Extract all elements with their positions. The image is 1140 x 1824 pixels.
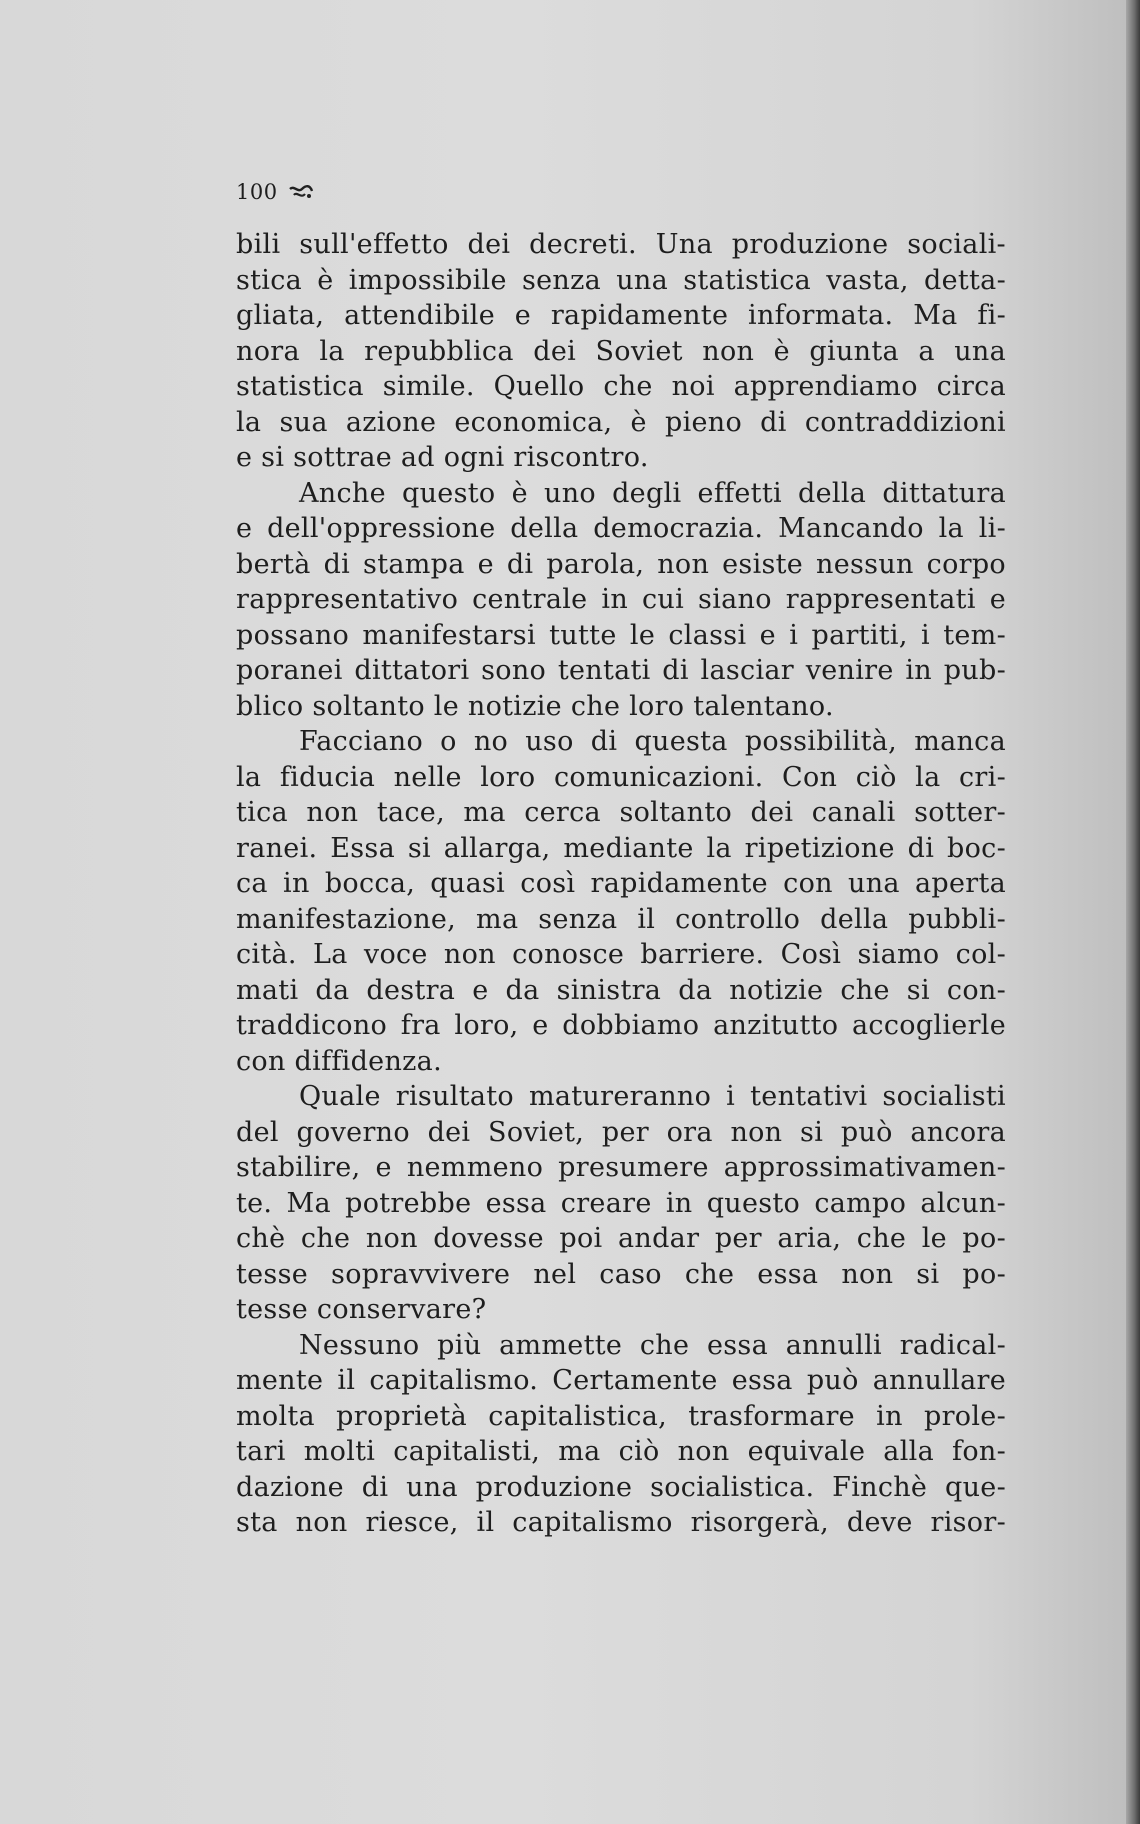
text-line: mente il capitalismo. Certamente essa può annullare bbox=[236, 1365, 1006, 1396]
text-line: tari molti capitalisti, ma ciò non equivale alla fon- bbox=[236, 1436, 1006, 1467]
text-line: cità. La voce non conosce barriere. Così siamo col- bbox=[236, 939, 1006, 970]
text-line: sta non riesce, il capitalismo risorgerà, deve risor- bbox=[236, 1507, 1006, 1538]
text-line: gliata, attendibile e rapidamente informata. Ma fi- bbox=[236, 300, 1006, 331]
text-line: con diffidenza. bbox=[236, 1045, 442, 1077]
text-line: traddicono fra loro, e dobbiamo anzitutto accoglierle bbox=[236, 1010, 1006, 1041]
paragraph bbox=[236, 1328, 1006, 1541]
paragraph bbox=[236, 1079, 1006, 1328]
text-line: del governo dei Soviet, per ora non si può ancora bbox=[236, 1116, 1006, 1148]
text-line: te. Ma potrebbe essa creare in questo campo alcun- bbox=[236, 1187, 1006, 1219]
page-edge-shadow bbox=[1126, 0, 1140, 1824]
text-line: stica è impossibile senza una statistica vasta, detta- bbox=[236, 264, 1006, 296]
text-line: la fiducia nelle loro comunicazioni. Con ciò la cri- bbox=[236, 761, 1006, 793]
text-line: chè che non dovesse poi andar per aria, che le po- bbox=[236, 1223, 1006, 1254]
body-text bbox=[236, 227, 1006, 1541]
text-line: bertà di stampa e di parola, non esiste nessun corpo bbox=[236, 548, 1006, 580]
paragraph bbox=[236, 227, 1006, 476]
text-line: rappresentativo centrale in cui siano rappresentati e bbox=[236, 584, 1006, 615]
text-line: tesse conservare? bbox=[236, 1294, 487, 1325]
text-line: Nessuno più ammette che essa annulli radical- bbox=[299, 1329, 1006, 1361]
paragraph bbox=[236, 724, 1006, 1079]
text-line: nora la repubblica dei Soviet non è giunta a una bbox=[236, 335, 1006, 367]
text-line: statistica simile. Quello che noi apprendiamo circa bbox=[236, 371, 1006, 402]
page-number: 100 bbox=[236, 180, 278, 204]
text-line: mati da destra e da sinistra da notizie che si con- bbox=[236, 974, 1006, 1006]
text-line: blico soltanto le notizie che loro talentano. bbox=[236, 690, 834, 722]
text-line: ranei. Essa si allarga, mediante la ripetizione di boc- bbox=[236, 832, 1006, 864]
text-line: stabilire, e nemmeno presumere approssimativamen- bbox=[236, 1152, 1006, 1183]
page-header bbox=[236, 180, 314, 204]
text-line: bili sull'effetto dei decreti. Una produzione sociali- bbox=[236, 229, 1006, 260]
text-line: molta proprietà capitalistica, trasformare in prole- bbox=[236, 1400, 1006, 1432]
text-line: Anche questo è uno degli effetti della dittatura bbox=[299, 477, 1006, 509]
paragraph bbox=[236, 476, 1006, 725]
text-line: tica non tace, ma cerca soltanto dei canali sotter- bbox=[236, 797, 1006, 828]
text-line: ca in bocca, quasi così rapidamente con una aperta bbox=[236, 868, 1006, 899]
text-line: e si sottrae ad ogni riscontro. bbox=[236, 442, 649, 473]
text-line: la sua azione economica, è pieno di contraddizioni bbox=[236, 406, 1006, 438]
text-line: e dell'oppressione della democrazia. Mancando la li- bbox=[236, 513, 1006, 544]
text-line: dazione di una produzione socialistica. Finchè que- bbox=[236, 1471, 1006, 1503]
ornament-icon bbox=[288, 183, 314, 201]
text-line: tesse sopravvivere nel caso che essa non si po- bbox=[236, 1258, 1006, 1290]
text-line: manifestazione, ma senza il controllo della pubbli- bbox=[236, 903, 1006, 935]
text-line: possano manifestarsi tutte le classi e i partiti, i tem- bbox=[236, 619, 1006, 651]
text-line: Quale risultato matureranno i tentativi socialisti bbox=[299, 1081, 1006, 1112]
text-line: poranei dittatori sono tentati di lasciar venire in pub- bbox=[236, 655, 1006, 686]
text-line: Facciano o no uso di questa possibilità, manca bbox=[299, 726, 1006, 757]
